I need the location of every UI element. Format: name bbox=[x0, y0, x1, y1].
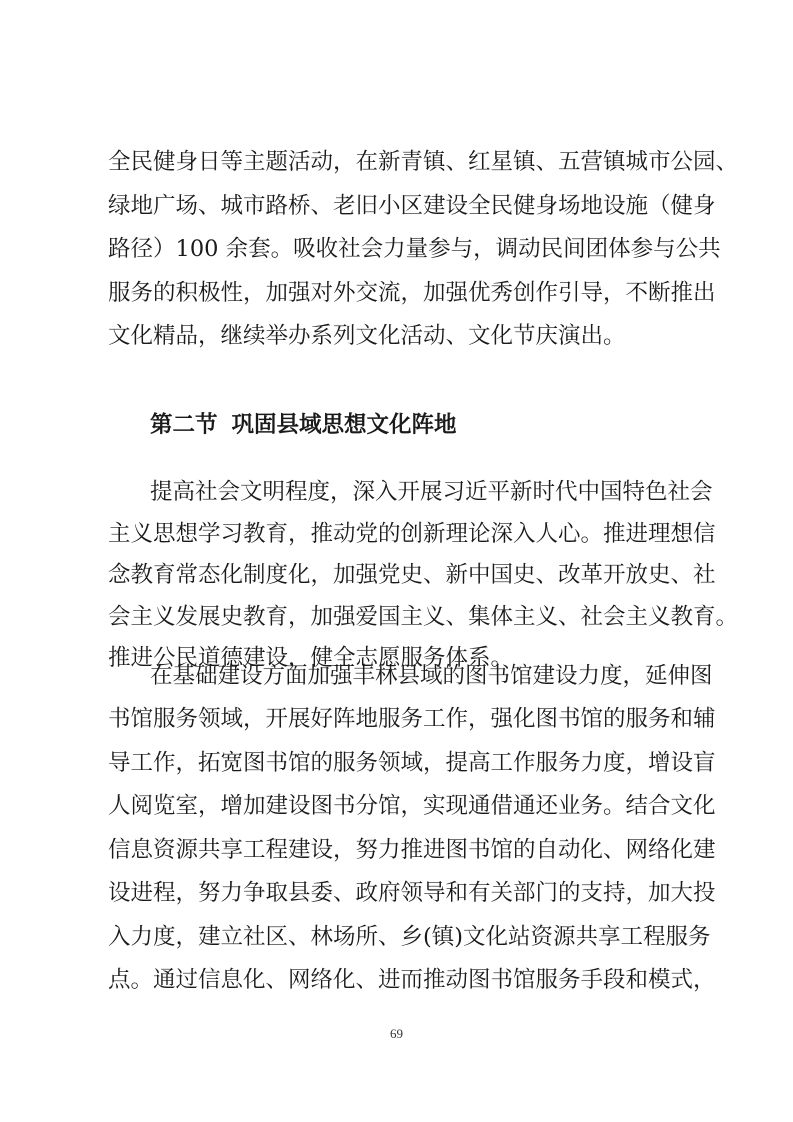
text-line: 信息资源共享工程建设，努力推进图书馆的自动化、网络化建 bbox=[108, 837, 716, 863]
text-line: 绿地广场、城市路桥、老旧小区建设全民健身场地设施（健身 bbox=[108, 193, 716, 219]
text-line: 人阅览室，增加建设图书分馆，实现通借通还业务。结合文化 bbox=[108, 793, 716, 819]
text-line: 入力度，建立社区、林场所、乡(镇)文化站资源共享工程服务 bbox=[108, 924, 711, 950]
text-line: 提高社会文明程度，深入开展习近平新时代中国特色社会 bbox=[150, 479, 713, 505]
text-line: 全民健身日等主题活动，在新青镇、红星镇、五营镇城市公园、 bbox=[108, 149, 739, 175]
section-title: 巩固县域思想文化阵地 bbox=[231, 412, 457, 438]
text-line: 推进公民道德建设，健全志愿服务体系。 bbox=[108, 645, 514, 671]
text-line: 服务的积极性，加强对外交流，加强优秀创作引导，不断推出 bbox=[108, 280, 716, 306]
section-number: 第二节 bbox=[150, 412, 218, 438]
section-heading bbox=[150, 405, 457, 445]
text-line: 导工作，拓宽图书馆的服务领域，提高工作服务力度，增设盲 bbox=[108, 750, 716, 776]
page-number: 69 bbox=[390, 1026, 403, 1041]
text-line: 点。通过信息化、网络化、进而推动图书馆服务手段和模式， bbox=[108, 967, 716, 993]
text-line: 设进程，努力争取县委、政府领导和有关部门的支持，加大投 bbox=[108, 880, 716, 906]
text-line: 书馆服务领域，开展好阵地服务工作，强化图书馆的服务和辅 bbox=[108, 706, 716, 732]
text-line: 主义思想学习教育，推动党的创新理论深入人心。推进理想信 bbox=[108, 521, 716, 547]
text-line: 路径）100 余套。吸收社会力量参与，调动民间团体参与公共 bbox=[108, 236, 721, 262]
text-line: 念教育常态化制度化，加强党史、新中国史、改革开放史、社 bbox=[108, 562, 716, 588]
text-line: 会主义发展史教育，加强爱国主义、集体主义、社会主义教育。 bbox=[108, 604, 739, 630]
text-line: 在基础建设方面加强丰林县域的图书馆建设力度，延伸图 bbox=[150, 663, 713, 689]
text-line: 文化精品，继续举办系列文化活动、文化节庆演出。 bbox=[108, 323, 626, 349]
